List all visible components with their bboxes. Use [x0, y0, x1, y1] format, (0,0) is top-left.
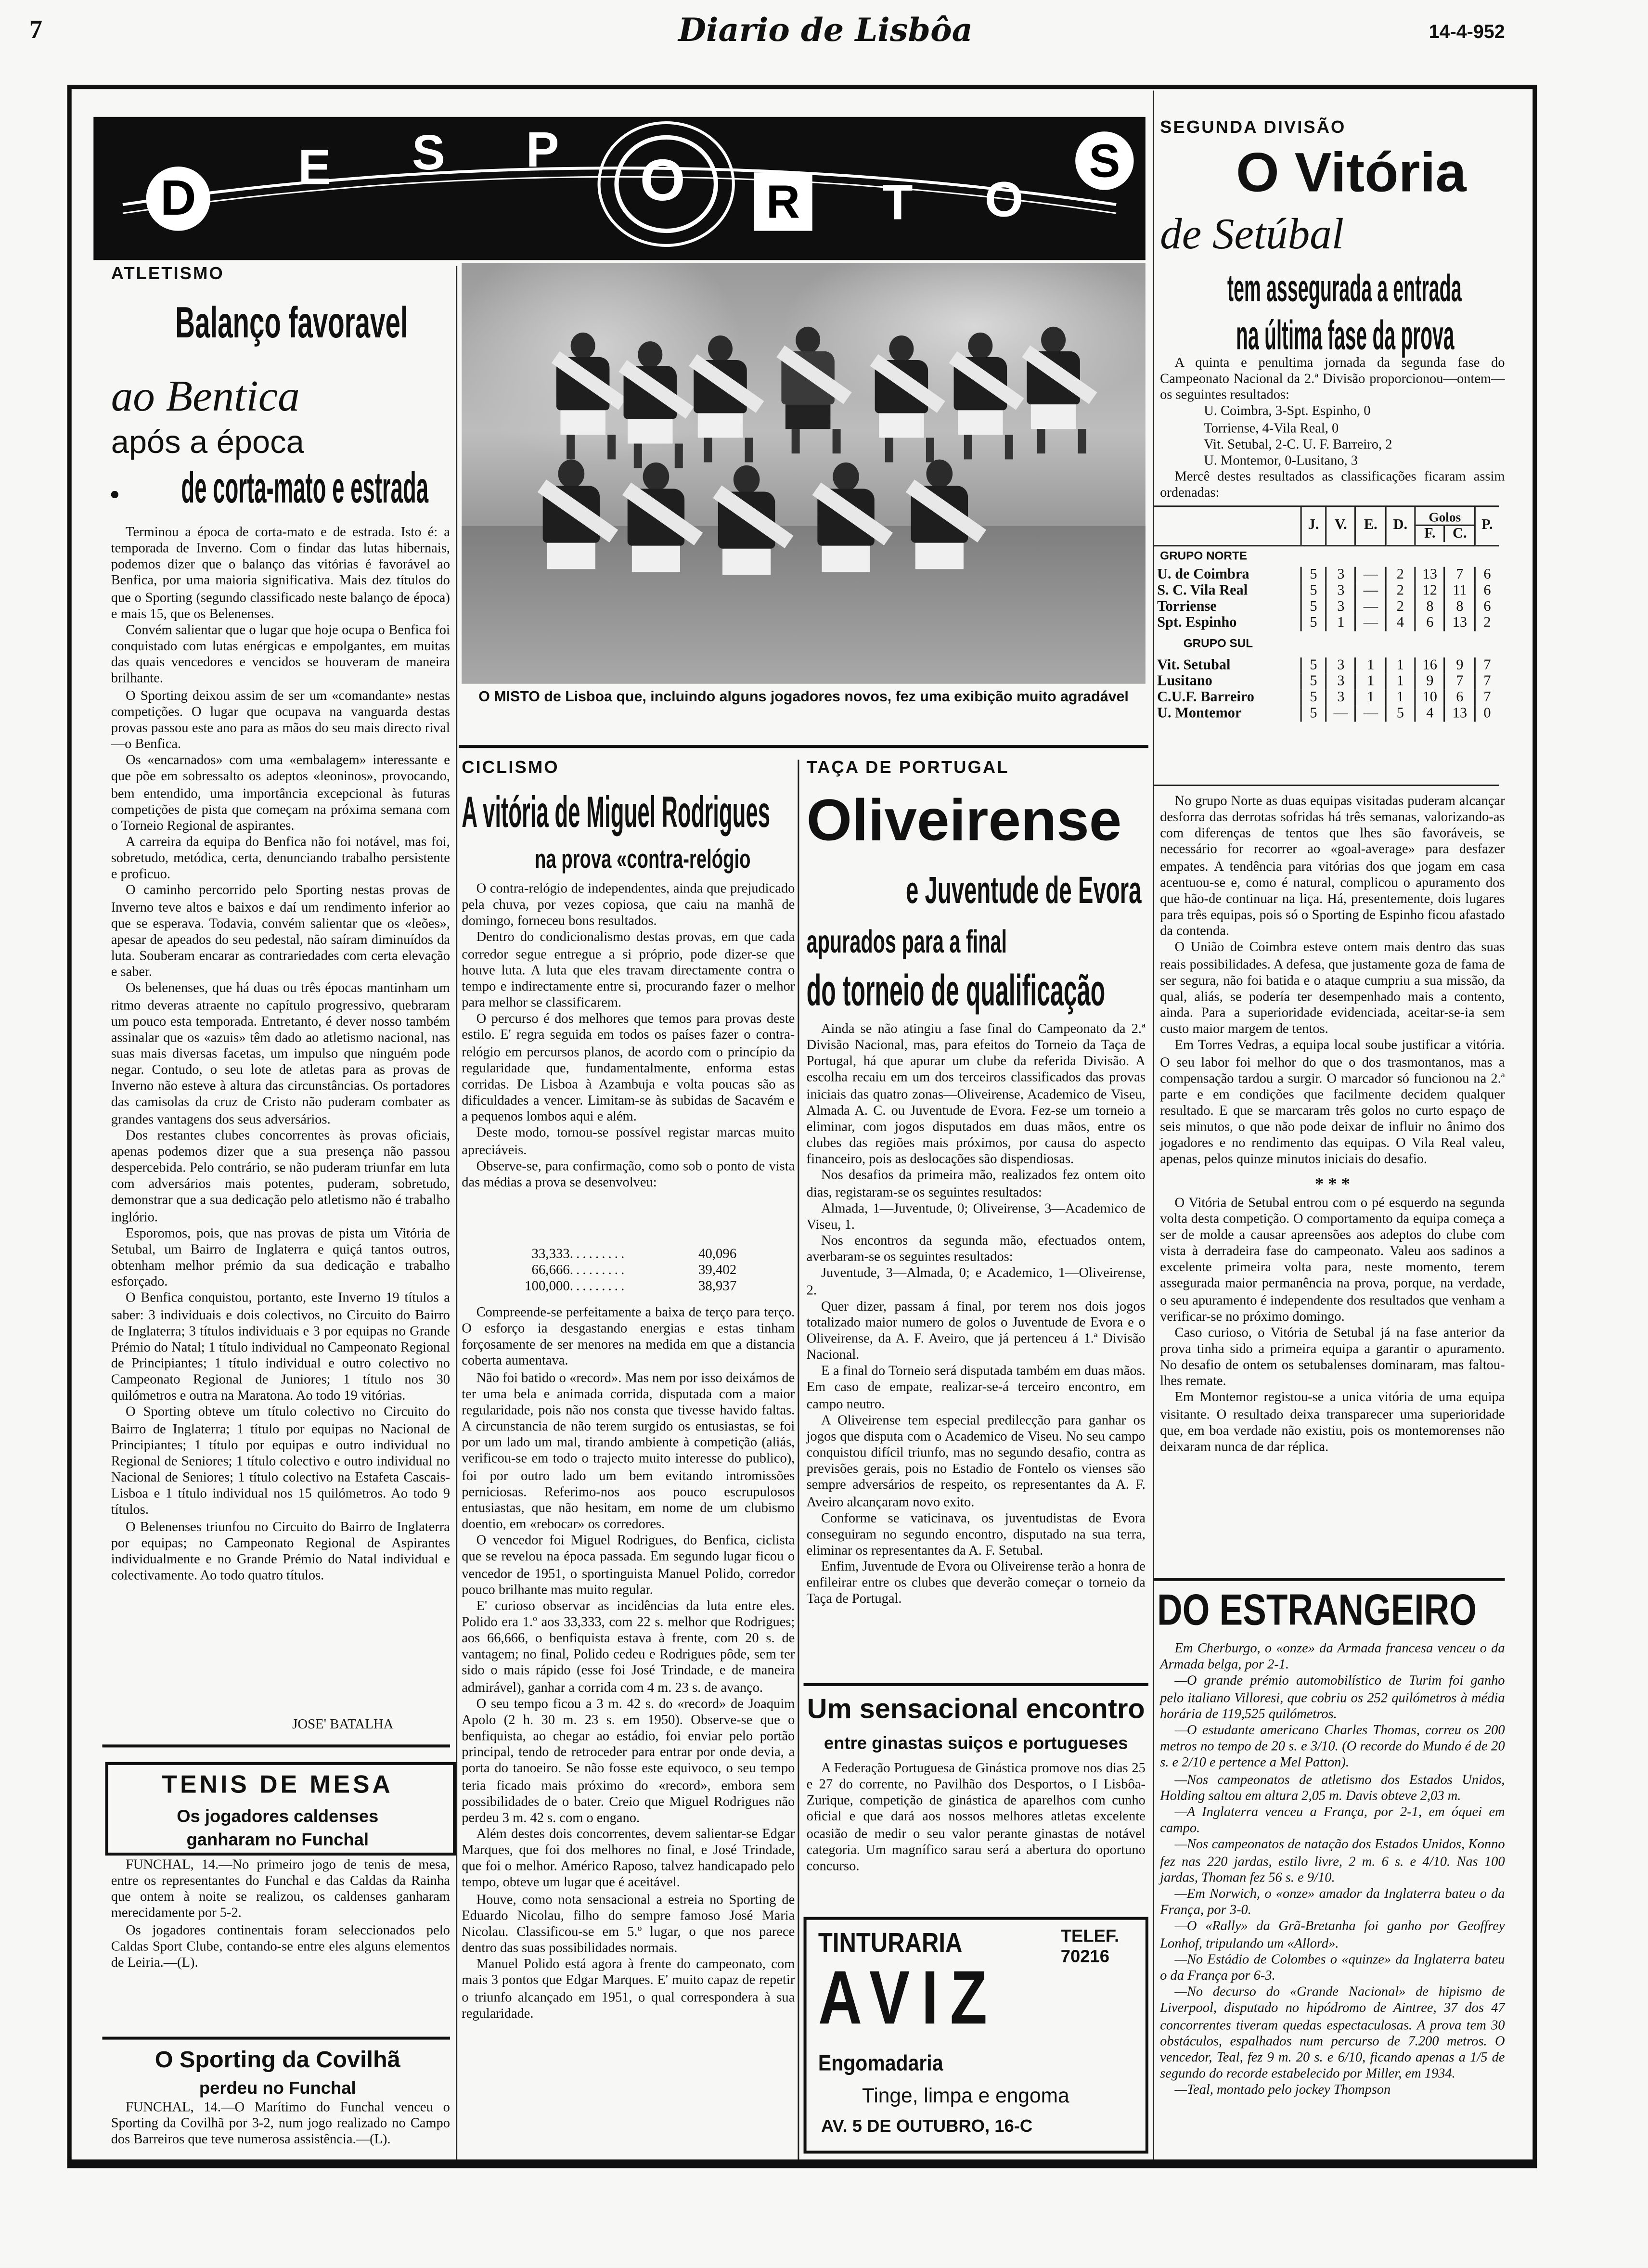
table-cell: Spt. Espinho	[1157, 614, 1237, 631]
segunda-body	[1160, 795, 1505, 1569]
section-atletismo: ATLETISMO	[111, 263, 224, 284]
table-cell: 5	[1386, 705, 1415, 721]
paragraph: Além destes dois concorrentes, devem salientar-se Edgar Marques, que foi dos melhores no final, e José Trindade, que foi o melhor. Américo Raposo, talvez handicapado pelo tempo, obteve um lugar que é aceitável.	[462, 1828, 795, 1892]
table-cell: 11	[1445, 582, 1475, 598]
table-cell: 3	[1326, 673, 1356, 689]
masthead: Diario de Lisbôa	[678, 12, 973, 50]
table-cell: 3	[1326, 566, 1356, 582]
group-north: GRUPO NORTE	[1154, 545, 1499, 566]
covilha-body	[111, 2101, 450, 2156]
col-golos: Golos	[1416, 510, 1474, 526]
player-figure	[813, 463, 879, 598]
table-cell: U. de Coimbra	[1157, 566, 1249, 582]
table-cell: 1	[1356, 657, 1386, 672]
player-figure	[907, 460, 973, 595]
paragraph: No grupo Norte as duas equipas visitadas puderam alcançar desforra das derrotas sofridas há três semanas, valorizando-as com diferenças de tentos que lhes são favoráveis, se necessário for recorrer ao «goal-average» para desfazer empates. A tendência para vitórias dos que jogam em casa acentuou-se e, como é natural, complicou o apuramento dos que hão-de continuar na liça. Há, presentemente, dois lugares para três equipas, pois só o Sporting de Espinho ficou afastado da contenda.	[1160, 795, 1505, 940]
table-cell: 7	[1475, 689, 1499, 705]
table-cell: 1	[1386, 657, 1415, 672]
col-v: V.	[1326, 507, 1356, 545]
table-cell: —	[1326, 705, 1356, 721]
paragraph: O caminho percorrido pelo Sporting nestas provas de Inverno teve altos e baixos e daí um rendimento inferior ao que se esperava. Todavia, convém salientar que os «leões», apesar de apeados do seu pedestal, não saíram diminuídos da luta. Souberam encarar as contrariedades com certa elevação e saber.	[111, 884, 450, 981]
paragraph: Deste modo, tornou-se possível registar marcas muito apreciáveis.	[462, 1127, 795, 1158]
col-rule-3	[1153, 90, 1154, 2159]
col-e: E.	[1356, 507, 1386, 545]
paragraph: O contra-relógio de independentes, ainda que prejudicado pela chuva, por vezes copiosa, que caiu na manhã de domingo, forneceu bons resultados.	[462, 882, 795, 930]
table-cell: 7	[1475, 673, 1499, 689]
table-cell: 5	[1301, 582, 1326, 598]
paragraph: Dentro do condicionalismo destas provas, em que cada corredor segue entregue a si próprio, pode dizer-se que houve luta. A luta que eles travam directamente contra o tempo e indirectamente entre si, procurando fazer o melhor para melhor se classificarem.	[462, 931, 795, 1011]
paragraph: FUNCHAL, 14.—No primeiro jogo de tenis de mesa, entre os representantes do Funchal e das Caldas da Rainha que ontem à noite se realizou, os caldenses ganharam merecidamente por 5-2.	[111, 1858, 450, 1922]
paragraph: O União de Coimbra esteve ontem mais dentro das suas reais possibilidades. A defesa, que justamente goza de fama de ser segura, não foi batida e o ataque cumpriu a sua missão, da qual, aliás, se podería ter desempenhado mais a contento, ainda. Para a superioridade evidenciada, aceitar-se-ia sem custo maior margem de tentos.	[1160, 941, 1505, 1038]
ciclismo-body-b	[462, 1306, 795, 2157]
table-row	[1154, 673, 1499, 689]
banner-letter-e: E	[298, 140, 332, 196]
table-cell: Vit. Setubal	[1157, 657, 1231, 673]
paragraph: —O estudante americano Charles Thomas, correu os 200 metros no tempo de 20 s. e 3/10. (O recorde do Mundo é de 20 s. e 2/10 e pertence a Mel Patton).	[1160, 1724, 1505, 1772]
paragraph: Caso curioso, o Vitória de Setubal já na fase anterior da prova tinha sido a primeira equipa a garantir o apuramento. No desafio de ontem os setubalenses dominaram, mas faltou-lhes remate.	[1160, 1326, 1505, 1390]
player-figure	[623, 463, 689, 598]
taca-headline-1: Oliveirense	[806, 789, 1122, 853]
table-row	[1154, 657, 1499, 672]
paragraph: Quer dizer, passam á final, por terem nos dois jogos totalizado maior numero de golos o Juventude de Evora e o Oliveirense, da A. F. Aveiro, que já pertenceu á 1.ª Divisão Nacional.	[806, 1300, 1146, 1364]
player-figure	[714, 465, 780, 601]
tinturaria-ad	[804, 1917, 1148, 2154]
table-cell: 6	[1475, 582, 1499, 598]
table-cell: 3	[1326, 689, 1356, 705]
table-cell: 16	[1415, 657, 1445, 672]
table-cell: 5	[1301, 614, 1326, 630]
caption-rest: de Lisboa que, incluindo alguns jogadores novos, fez uma exibição muito agradável	[544, 689, 1129, 706]
paragraph: Esporomos, pois, que nas provas de pista um Vitória de Setubal, um Bairro de Inglaterra e quiçá tantos outros, obtenham melhor prémio da sua dedicação e trabalho esforçado.	[111, 1226, 450, 1290]
table-cell: 9	[1445, 657, 1475, 672]
table-cell: —	[1356, 705, 1386, 721]
taca-headline-4: do torneio de qualificação	[806, 967, 1106, 1016]
player-figure	[1023, 327, 1084, 453]
asterisks: * * *	[1314, 1173, 1350, 1193]
player-figure	[539, 460, 605, 595]
divider	[102, 2036, 450, 2039]
result-line: Torriense, 4-Vila Real, 0	[1204, 422, 1339, 437]
section-tenis: TENIS DE MESA	[162, 1771, 393, 1799]
table-cell: —	[1356, 566, 1386, 582]
paragraph: Mercê destes resultados as classificações ficaram assim ordenadas:	[1160, 470, 1505, 502]
col-gf: F.	[1424, 526, 1436, 542]
atletismo-headline-4: de corta-mato e estrada	[181, 464, 429, 513]
banner-letter-p: P	[526, 122, 559, 179]
table-row	[1154, 598, 1499, 614]
ginastas-headline-2: entre ginastas suiços e portugueses	[824, 1733, 1128, 1753]
table-cell: 1	[1326, 614, 1356, 630]
paragraph: A Oliveirense tem especial predilecção para ganhar os jogos que disputa com o Academico de Viseu. No seu campo conquistou difícil triunfo, mas no segundo desafio, contra as previsões gerais, pois no Estadio de Fontelo os vienses são sempre adversários de respeito, os representantes da A. F. Aveiro alcançaram novo exito.	[806, 1414, 1146, 1510]
paragraph: O seu tempo ficou a 3 m. 42 s. do «record» de Joaquim Apolo (2 h. 30 m. 23 s. em 1950). Observe-se que o benfiquista, ao chegar ao estádio, foi enviar pelo portão principal, tendo de retroceder para entrar por onde devia, a porta do tanoeiro. Se não fosse este equivoco, o seu tempo teria ficado mais próximo do «record», embora sem possibilidades de o bater. Creio que Miguel Rodrigues não perdeu 3 m. 42 s. com o engano.	[462, 1697, 795, 1826]
atletismo-headline-3: após a época	[111, 424, 304, 461]
ad-slogan: Tinge, limpa e engoma	[862, 2083, 1069, 2107]
paragraph: O Sporting deixou assim de ser um «comandante» nestas competições. O lugar que ocupava na vanguarda destas provas passou este ano para as mãos do seu mais directo rival—o Benfica.	[111, 689, 450, 753]
paragraph: —Nos campeonatos de natação dos Estados Unidos, Konno fez nas 220 jardas, estilo livre, 2 m. 6 s. e 4/10. Nas 100 jardas, Thoman fez 56 s. e 9/10.	[1160, 1838, 1505, 1886]
tenis-body	[111, 1858, 450, 2028]
issue-date: 14-4-952	[1429, 20, 1505, 43]
paragraph: Compreende-se perfeitamente a baixa de terço para terço. O esforço ia desgastando energias e estas tinham forçosamente de ser menores na medida em que a distancia coberta aumentava.	[462, 1306, 795, 1370]
table-cell: 3	[1326, 657, 1356, 672]
paragraph: Em Cherburgo, o «onze» da Armada francesa venceu o da Armada belga, por 2-1.	[1160, 1642, 1505, 1674]
covilha-headline-2: perdeu no Funchal	[199, 2077, 356, 2098]
segunda-headline-3: tem assegurada a entrada	[1227, 266, 1462, 310]
table-cell: 0	[1475, 705, 1499, 721]
col-p: P.	[1475, 507, 1499, 545]
paragraph: Observe-se, para confirmação, como sob o ponto de vista das médias a prova se desenvolveu:	[462, 1160, 795, 1191]
table-cell: Torriense	[1157, 598, 1217, 615]
table-cell: 2	[1386, 582, 1415, 598]
result-line: U. Montemor, 0-Lusitano, 3	[1204, 454, 1358, 469]
table-cell: 1	[1386, 673, 1415, 689]
ginastas-headline-1: Um sensacional encontro	[807, 1695, 1145, 1726]
paragraph: Nos desafios da primeira mão, realizados fez ontem oito dias, registaram-se os seguintes resultados:	[806, 1169, 1146, 1200]
table-cell: 1	[1386, 689, 1415, 705]
divider	[102, 1744, 450, 1747]
caption-lead: O MISTO	[478, 689, 540, 706]
section-ciclismo: CICLISMO	[462, 757, 559, 777]
table-cell: 5	[1301, 657, 1326, 672]
table-cell: 8	[1415, 598, 1445, 614]
player-figure	[690, 335, 751, 462]
table-cell: 12	[1415, 582, 1445, 598]
player-figure	[619, 341, 681, 468]
ad-phone: 70216	[1060, 1946, 1110, 1967]
paragraph: Convém salientar que o lugar que hoje ocupa o Benfica foi conquistado com lutas enérgicas e empolgantes, em muitas das quais vencedores e vencidos se houveram de maneira brilhante.	[111, 623, 450, 687]
atletismo-byline: JOSE' BATALHA	[292, 1718, 394, 1733]
paragraph: Os jogadores continentais foram seleccionados pelo Caldas Sport Clube, contando-se entre eles alguns elementos de Leiria.—(L).	[111, 1923, 450, 1971]
standings-table	[1154, 505, 1499, 786]
paragraph: —A Inglaterra venceu a França, por 2-1, em óquei em campo.	[1160, 1805, 1505, 1837]
banner-letter-d: D	[146, 167, 211, 231]
table-row	[1154, 582, 1499, 598]
table-cell: 5	[1301, 566, 1326, 582]
paragraph: A carreira da equipa do Benfica não foi notável, mas foi, sobretudo, metódica, certa, denunciando trabalho persistente e proficuo.	[111, 836, 450, 883]
paragraph: —O grande prémio automobilístico de Turim foi ganho pelo italiano Villoresi, que cobriu os 252 quilómetros à média horária de 119,525 quilómetros.	[1160, 1675, 1505, 1723]
banner-letter-s2: S	[1075, 131, 1133, 190]
paragraph: Ainda se não atingiu a fase final do Campeonato da 2.ª Divisão Nacional, mas, para efeitos do Torneio da Taça de Portugal, há que apurar um clube da referida Divisão. A escolha recaiu em um dos terceiros classificados das provas iniciais das quatro zonas—Oliveirense, Academico de Viseu, Almada A. C. ou Juventude de Evora. Fez-se um torneio a eliminar, com jogos disputados em duas mãos, entre os clubes das regiões mais próximos, por causa do aspecto financeiro, pois as deslocações são dispendiosas.	[806, 1022, 1146, 1168]
section-estrangeiro: DO ESTRANGEIRO	[1157, 1586, 1477, 1635]
divider	[459, 745, 1148, 748]
paragraph: Manuel Polido está agora à frente do campeonato, com mais 3 pontos que Edgar Marques. E' muito capaz de repetir o triunfo alcançado em 1951, o qual correspondera à sua regularidade.	[462, 1958, 795, 2022]
paragraph: E a final do Torneio será disputada também em duas mãos. Em caso de empate, realizar-se-á terceiro encontro, em campo neutro.	[806, 1365, 1146, 1413]
photo-caption	[464, 690, 1142, 707]
table-cell: 1	[1356, 689, 1386, 705]
paragraph: Enfim, Juventude de Evora ou Oliveirense terão a honra de enfileirar entre os clubes que deverão começar o torneio da Taça de Portugal.	[806, 1560, 1146, 1608]
divider	[804, 1683, 1148, 1686]
table-cell: 7	[1445, 566, 1475, 582]
bullet-dot	[111, 491, 118, 498]
ciclismo-headline-2: na prova «contra-relógio	[534, 844, 751, 874]
tenis-headline-2: ganharam no Funchal	[186, 1829, 369, 1850]
table-cell: 2	[1386, 598, 1415, 614]
average-row: 100,000......... 38,937	[525, 1280, 737, 1295]
bottom-thick-rule	[67, 2159, 1537, 2165]
ciclismo-headline-1: A vitória de Miguel Rodrigues	[462, 789, 771, 838]
covilha-headline-1: O Sporting da Covilhã	[154, 2048, 400, 2074]
table-cell: 5	[1301, 673, 1326, 689]
segunda-headline-1: O Vitória	[1236, 143, 1467, 205]
table-cell: 13	[1415, 566, 1445, 582]
paragraph: Juventude, 3—Almada, 0; e Academico, 1—Oliveirense, 2.	[806, 1267, 1146, 1299]
average-row: 33,333......... 40,096	[531, 1248, 737, 1263]
section-segunda: SEGUNDA DIVISÃO	[1160, 116, 1346, 138]
segunda-intro	[1160, 357, 1505, 506]
table-cell: 7	[1445, 673, 1475, 689]
table-cell: 3	[1326, 582, 1356, 598]
table-cell: 5	[1301, 689, 1326, 705]
table-cell: 4	[1386, 614, 1415, 630]
banner-letter-s: S	[412, 126, 445, 181]
ciclismo-body-a	[462, 882, 795, 1242]
ad-sub: Engomadaria	[818, 2051, 943, 2076]
atletismo-body	[111, 526, 450, 1727]
desportos-banner	[93, 117, 1146, 260]
table-cell: Lusitano	[1157, 672, 1212, 689]
table-cell: 5	[1301, 705, 1326, 721]
col-rule-1	[456, 266, 457, 2159]
col-j: J.	[1301, 507, 1326, 545]
paragraph: E' curioso observar as incidências da luta entre eles. Polido era 1.º aos 33,333, com 22 s. melhor que Rodrigues; aos 66,666, o benfiquista estava à frente, com 20 s. de vantagem; no final, Polido cedeu e Rodrigues pôde, sem ter sido o mais rápido (esse foi José Trindade, e de maneira admirável), ganhar a corrida com 4 m. 23 s. de avanço.	[462, 1599, 795, 1696]
segunda-headline-2: de Setúbal	[1160, 210, 1344, 259]
table-cell: 7	[1475, 657, 1499, 672]
ad-address: AV. 5 DE OUTUBRO, 16-C	[821, 2115, 1033, 2136]
col-d: D.	[1386, 507, 1415, 545]
divider	[1154, 1578, 1505, 1581]
averages-table	[497, 1248, 789, 1296]
table-cell: —	[1356, 614, 1386, 630]
paragraph: Em Torres Vedras, a equipa local soube justificar a vitória. O seu labor foi melhor do que o dos trasmontanos, mas a compensação tardou a surgir. O marcador só funcionou na 2.ª parte e em condições que facilmente decidem qualquer resultado. E que se marcaram três golos no curto espaço de seis minutos, o que não pode deixar de influir no ânimo dos jogadores e no rendimento das equipas. O Vila Real valeu, apenas, pelos quinze minutos iniciais do desafio.	[1160, 1039, 1505, 1168]
player-figure	[950, 333, 1011, 459]
paragraph: —No Estádio de Colombes o «quinze» da Inglaterra bateu o da França por 6-3.	[1160, 1953, 1505, 1984]
banner-letter-r: R	[754, 172, 812, 231]
group-south: GRUPO SUL	[1183, 637, 1253, 650]
col-rule-2	[798, 760, 799, 2159]
estrangeiro-body	[1160, 1642, 1505, 2156]
standings	[1154, 507, 1499, 721]
page-number: 7	[29, 14, 43, 44]
paragraph: A quinta e penultima jornada da segunda fase do Campeonato Nacional da 2.ª Divisão proporcionou—ontem—os seguintes resultados:	[1160, 356, 1505, 404]
paragraph: O percurso é dos melhores que temos para provas deste estilo. E' regra seguida em todos os países fazer o contra-relógio em percursos planos, de acordo com o princípio da regularidade que, fundamentalmente, enforma estas corridas. De Lisboa à Azambuja e volta poucas são as dificuldades a vencer. Limitam-se às subidas de Sacavém e a pequenos lombos aqui e além.	[462, 1013, 795, 1125]
section-taca: TAÇA DE PORTUGAL	[806, 757, 1009, 777]
paragraph: —No decurso do «Grande Nacional» de hipismo de Liverpool, disputado no hipódromo de Aintree, 37 dos 47 concorrentes tiveram quedas espectaculosas. A prova tem 30 obstáculos, espalhados num percurso de 7.200 metros. O vencedor, Teal, fez 9 m. 20 s. e 6/10, ficando apenas a 1/5 de segundo do recorde estabelecido por Miller, em 1934.	[1160, 1986, 1505, 2083]
tenis-headline-1: Os jogadores caldenses	[177, 1805, 379, 1827]
segunda-headline-4: na última fase da prova	[1236, 312, 1455, 358]
ad-phone-label: TELEF.	[1060, 1925, 1120, 1946]
table-cell: 1	[1356, 673, 1386, 689]
table-row	[1154, 566, 1499, 582]
player-figure	[871, 335, 932, 462]
paragraph: Em Montemor registou-se a unica vitória de uma equipa visitante. O resultado deixa transparecer uma superioridade que, em boa verdade não existiu, pois os montemorenses não deixaram nunca de dar réplica.	[1160, 1392, 1505, 1456]
table-cell: 5	[1301, 598, 1326, 614]
taca-body	[806, 1022, 1146, 1608]
table-cell: 6	[1475, 598, 1499, 614]
average-row: 66,666......... 39,402	[531, 1263, 737, 1279]
paragraph: —Nos campeonatos de atletismo dos Estados Unidos, Holding saltou em altura 2,05 m. Davis obteve 2,03 m.	[1160, 1773, 1505, 1804]
ginastas-body	[807, 1762, 1146, 1908]
table-cell: 13	[1445, 614, 1475, 630]
table-cell: C.U.F. Barreiro	[1157, 689, 1254, 705]
table-cell: —	[1356, 598, 1386, 614]
paragraph: Os belenenses, que há duas ou três épocas mantinham um ritmo deveras atraente no capítulo progressivo, quebraram um pouco esta temporada. Entretanto, é dever nosso também assinalar que os «azuis» têm dado ao atletismo nacional, nas suas mais diversas facetas, um impulso que ninguém pode negar. Contudo, o seu lote de atletas para as provas de Inverno não esteve à altura das circunstâncias. Os portadores das camisolas da cruz de Cristo não puderam combater as grandes vantagens dos seus adversários.	[111, 982, 450, 1128]
table-cell: 4	[1415, 705, 1445, 721]
goalkeeper-figure	[777, 327, 838, 453]
paragraph: O Belenenses triunfou no Circuito do Bairro de Inglaterra por equipas; no Campeonato Regional de Aspirantes individualmente e no Grande Prémio do Natal individual e colectivamente. Ao todo quatro títulos.	[111, 1520, 450, 1584]
paragraph: —Em Norwich, o «onze» amador da Inglaterra bateu o da França, por 3-0.	[1160, 1888, 1505, 1919]
paragraph: O Sporting obteve um título colectivo no Circuito do Bairro de Inglaterra; 1 título por equipas no Nacional de Principiantes; 1 título por equipas e outro individual no Regional de Seniores; 1 título colectivo e outro individual no Nacional de Seniores; 1 título colectivo na Estafeta Cascais-Lisboa e 1 título individual nos 15 quilómetros. Ao todo 9 títulos.	[111, 1406, 450, 1519]
taca-headline-2: e Juventude de Evora	[906, 868, 1142, 912]
banner-letter-o2: O	[984, 172, 1024, 228]
taca-headline-3: apurados para a final	[806, 923, 1007, 960]
table-cell: 2	[1386, 566, 1415, 582]
table-cell: 8	[1445, 598, 1475, 614]
paragraph: —O «Rally» da Grã-Bretanha foi ganho por Geoffrey Lonhof, tripulando um «Allord».	[1160, 1920, 1505, 1952]
atletismo-headline-1: Balanço favoravel	[175, 299, 408, 348]
result-line: U. Coimbra, 3-Spt. Espinho, 0	[1204, 405, 1371, 420]
table-cell: S. C. Vila Real	[1157, 582, 1248, 599]
paragraph: FUNCHAL, 14.—O Marítimo do Funchal venceu o Sporting da Covilhã por 3-2, num jogo realizado no Campo dos Barreiros que teve numerosa assistência.—(L).	[111, 2101, 450, 2149]
table-cell: 10	[1415, 689, 1445, 705]
banner-letter-o: O	[640, 149, 686, 214]
atletismo-headline-2: ao Bentica	[111, 373, 300, 421]
ad-name: AVIZ	[818, 1956, 999, 2041]
col-gc: C.	[1444, 526, 1474, 541]
paragraph: O Vitória de Setubal entrou com o pé esquerdo na segunda volta desta competição. O comportamento da equipa começa a ser de molde a causar apreensões aos adeptos do clube com vista à derradeira fase do campeonato. Valeu aos sadinos a excelente primeira volta para, neste momento, terem assegurada maior permanência na prova, porque, na verdade, o seu apuramento é independente dos resultados que venham a verificar-se no próximo domingo.	[1160, 1196, 1505, 1325]
paragraph: Nos encontros da segunda mão, efectuados ontem, averbaram-se os seguintes resultados:	[806, 1235, 1146, 1266]
table-cell: 13	[1445, 705, 1475, 721]
team-photo	[462, 263, 1146, 683]
paragraph: A Federação Portuguesa de Ginástica promove nos dias 25 e 27 do corrente, no Pavilhão dos Desportos, o I Lisbôa-Zurique, competição de ginástica de aparelhos com cunho oficial e que dará aos nossos melhores atletas excelente ocasião de medir o seu valor perante ginastas de notável categoria. Um magnífico sarau será a abertura do oportuno concurso.	[806, 1762, 1146, 1875]
paragraph: Conforme se vaticinava, os juventudistas de Evora conseguiram no segundo encontro, disputado na sua terra, eliminar os representantes da A. F. Setubal.	[806, 1511, 1146, 1559]
ad-line-1: TINTURARIA	[818, 1928, 963, 1959]
paragraph: Houve, como nota sensacional a estreia no Sporting de Eduardo Nicolau, filho do sempre famoso José Maria Nicolau. Classificou-se em 5.º lugar, o que nos parece dentro das suas possibilidades normais.	[462, 1893, 795, 1957]
table-cell: 3	[1326, 598, 1356, 614]
table-cell: 6	[1475, 566, 1499, 582]
paragraph: Os «encarnados» com uma «embalagem» interessante e que põe em sobressalto os adeptos «leoninos», provocando, bem entendido, uma importância excepcional às futuras competições de pista que começam na próxima semana com o Torneio Regional de aspirantes.	[111, 754, 450, 834]
paragraph: Não foi batido o «record». Mas nem por isso deixámos de ter uma bela e animada corrida, disputada com a maior regularidade, pois não nos consta que tivesse havido faltas. A circunstancia de não terem surgido os entusiastas, se foi por um lado um mal, tirando ambiente à competição (aliás, verificou-se em todo o trajecto muito interesse do publico), foi por outro lado um bem evitando intromissões perniciosas. Referimo-nos aos pouco escrupulosos entusiastas, que não hesitam, em nome de um clubismo doentio, em «rebocar» os corredores.	[462, 1371, 795, 1533]
paragraph: O Benfica conquistou, portanto, este Inverno 19 títulos a saber: 3 individuais e dois colectivos, no Circuito do Bairro de Inglaterra; 3 títulos individuais e 3 por equipas no Grande Prémio do Natal; 1 título individual no Campeonato Regional de Principiantes; 1 título individual e outro colectivo no Campeonato Regional de Juniores; 1 título nos 30 quilómetros e outra na Maratona. Ao todo 19 vitórias.	[111, 1292, 450, 1405]
table-cell: U. Montemor	[1157, 705, 1242, 722]
table-cell: 9	[1415, 673, 1445, 689]
player-figure	[552, 333, 613, 459]
table-row	[1154, 705, 1499, 721]
banner-letter-t: T	[882, 175, 913, 231]
table-row	[1154, 614, 1499, 630]
table-cell: 6	[1415, 614, 1445, 630]
paragraph: Almada, 1—Juventude, 0; Oliveirense, 3—Academico de Viseu, 1.	[806, 1202, 1146, 1233]
table-cell: —	[1356, 582, 1386, 598]
paragraph: —Teal, montado pelo jockey Thompson	[1174, 2084, 1391, 2099]
table-row	[1154, 689, 1499, 705]
paragraph: O vencedor foi Miguel Rodrigues, do Benfica, ciclista que se revelou na época passada. Em segundo lugar ficou o vencedor de 1951, o sportinguista Manuel Polido, corredor pouco brilhante mas muito regular.	[462, 1534, 795, 1598]
table-cell: 6	[1445, 689, 1475, 705]
paragraph: Dos restantes clubes concorrentes às provas oficiais, apenas podemos dizer que a sua presença não passou despercebida. Pelo contrário, se não puderam triunfar em luta com adversários mais potentes, puderam, sobretudo, demonstrar que a sua dedicação pelo atletismo não é trabalho inglório.	[111, 1129, 450, 1225]
paragraph: Terminou a época de corta-mato e de estrada. Isto é: a temporada de Inverno. Com o findar das lutas hibernais, podemos dizer que o balanço das vitórias é favorável ao Benfica, por uma maioria significativa. Mais dez títulos do que o Sporting (segundo classificado neste balanço de época) e mais 15, que os Belenenses.	[111, 526, 450, 622]
table-cell: 2	[1475, 614, 1499, 630]
result-line: Vit. Setubal, 2-C. U. F. Barreiro, 2	[1204, 438, 1392, 453]
